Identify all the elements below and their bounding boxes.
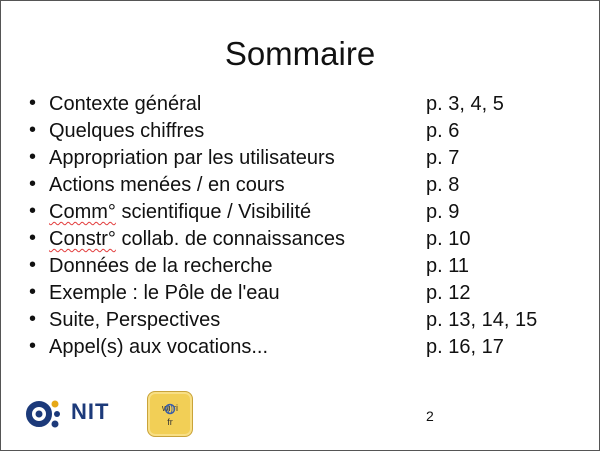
bullet: • — [29, 92, 37, 114]
toc-item-label — [49, 229, 345, 249]
toc-item-label: Quelques chiffres — [49, 120, 205, 142]
toc-item-label: Exemple : le Pôle de l'eau — [49, 282, 280, 304]
badge-label-bottom: fr — [167, 417, 173, 427]
slide-title: Sommaire — [224, 35, 376, 72]
bullet: • — [29, 200, 37, 222]
toc-item-page: p. 10 — [426, 228, 471, 250]
nit-logo — [25, 397, 135, 431]
toc-item-label: Contexte général — [49, 93, 202, 115]
bullet: • — [29, 308, 37, 330]
toc-item-label: Appropriation par les utilisateurs — [49, 147, 335, 169]
bullet: • — [29, 146, 37, 168]
spellcheck-marked-word: Constr° — [49, 228, 116, 250]
bullet: • — [29, 254, 37, 276]
bullet: • — [29, 281, 37, 303]
toc-item-label: Actions menées / en cours — [49, 174, 285, 196]
toc-item-page: p. 8 — [426, 174, 460, 196]
toc-item-page: p. 16, 17 — [426, 336, 504, 358]
nit-logo-icon — [25, 397, 69, 431]
toc-item — [29, 202, 589, 229]
toc-item — [29, 256, 589, 283]
toc-item — [29, 121, 589, 148]
toc-item-label-rest: collab. de connaissances — [115, 228, 345, 250]
spellcheck-marked-word: Comm° — [49, 201, 116, 223]
toc-item-page: p. 11 — [426, 255, 469, 277]
toc-item-page: p. 7 — [426, 147, 460, 169]
toc-item — [29, 148, 589, 175]
toc-item-page: p. 13, 14, 15 — [426, 309, 538, 331]
bullet: • — [29, 173, 37, 195]
toc-item-page: p. 6 — [426, 120, 460, 142]
nit-logo-text: NIT — [71, 399, 110, 424]
slide-number: 2 — [426, 408, 434, 424]
bullet: • — [29, 119, 37, 141]
wiki-fr-badge — [147, 391, 193, 437]
toc-item — [29, 337, 589, 364]
toc-item-label-rest: scientifique / Visibilité — [115, 201, 312, 223]
toc-item-page: p. 12 — [426, 282, 471, 304]
toc-item — [29, 94, 589, 121]
toc-item-page: p. 9 — [426, 201, 460, 223]
toc-item — [29, 229, 589, 256]
badge-label-top: wi ri — [162, 403, 178, 413]
bullet: • — [29, 227, 37, 249]
toc-item-label: Données de la recherche — [49, 255, 273, 277]
toc-item — [29, 175, 589, 202]
globe-icon — [148, 392, 192, 436]
toc-item-label — [49, 202, 311, 222]
toc-item-label: Appel(s) aux vocations... — [49, 336, 268, 358]
toc-item-label: Suite, Perspectives — [49, 309, 221, 331]
toc-item — [29, 310, 589, 337]
bullet: • — [29, 335, 37, 357]
toc-item-page: p. 3, 4, 5 — [426, 93, 504, 115]
toc-item — [29, 283, 589, 310]
table-of-contents — [29, 94, 589, 364]
